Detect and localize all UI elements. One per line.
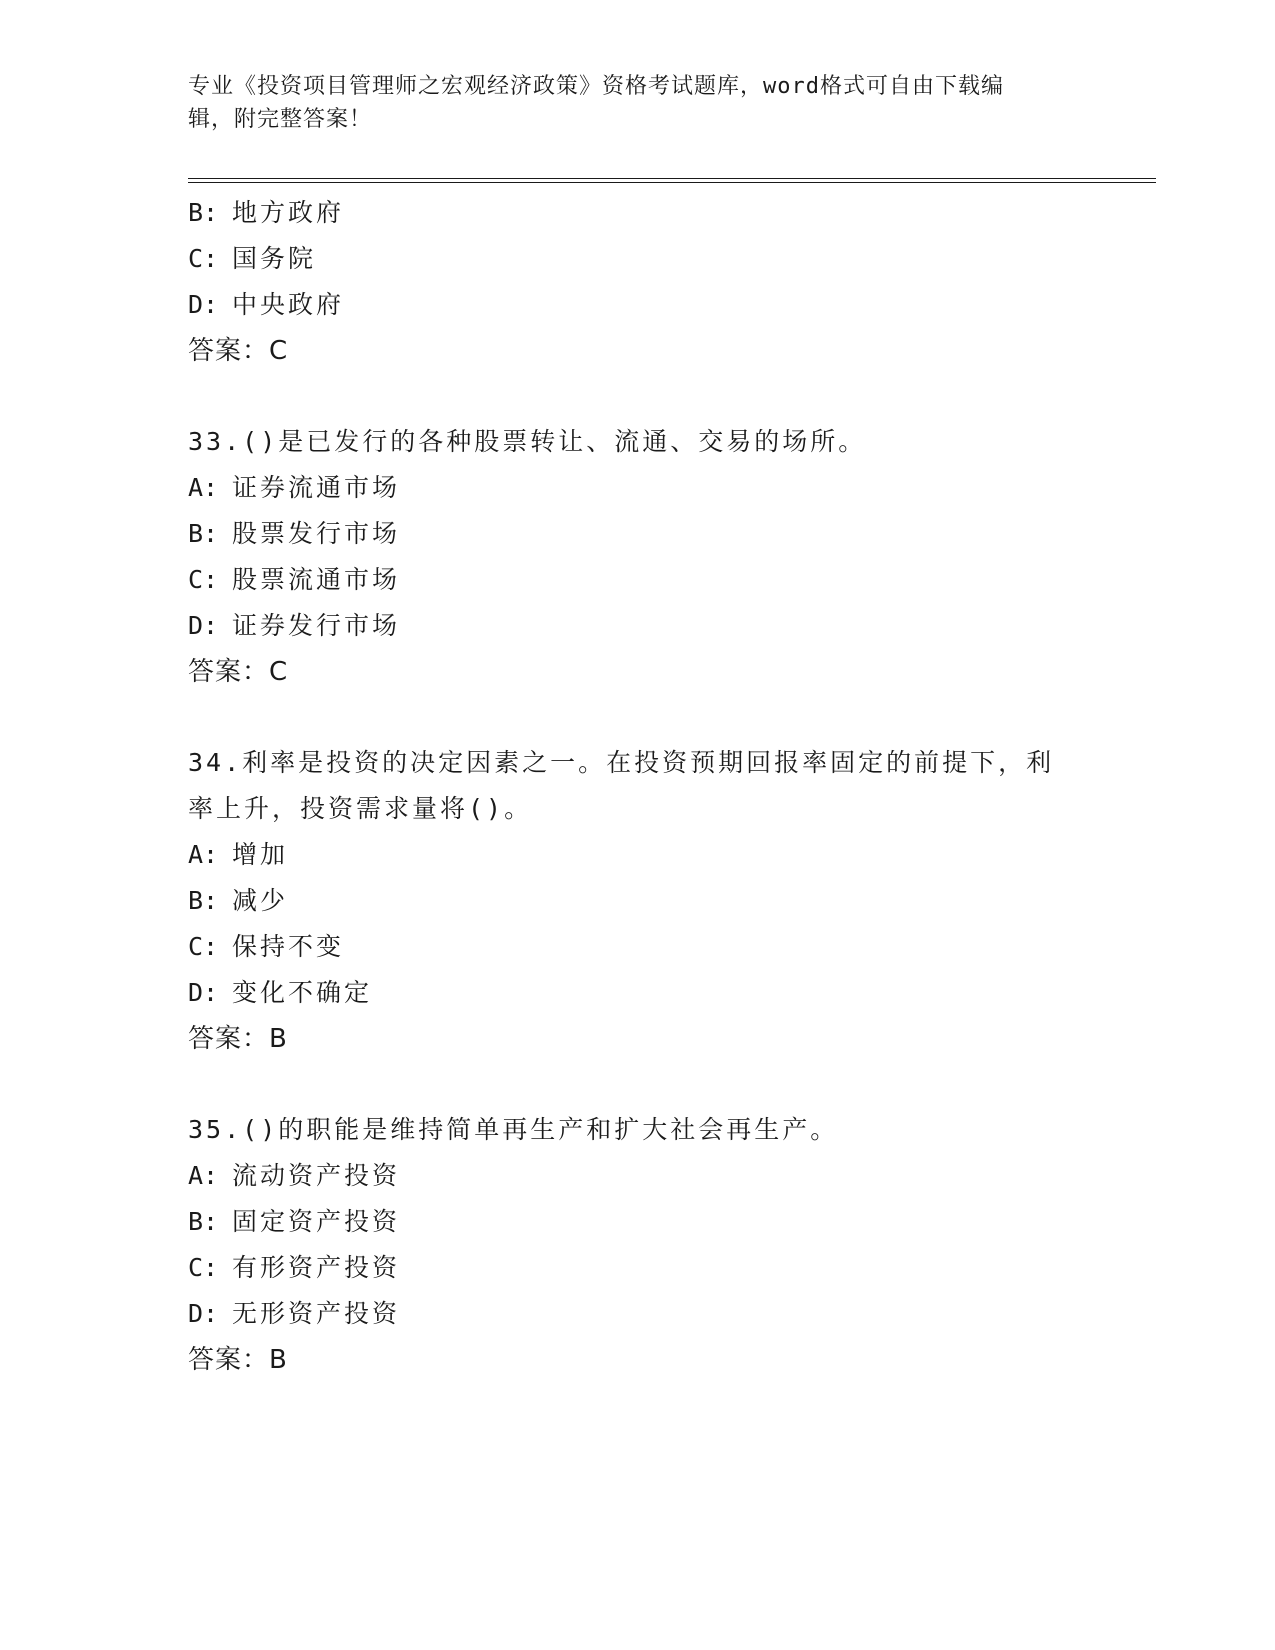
answer-line: 答案：B [188, 1345, 288, 1375]
answer-line: 答案：C [188, 657, 289, 687]
option-text: 无形资产投资 [232, 1299, 401, 1328]
spacer [188, 695, 1088, 740]
question-stem-line-2: 率上升，投资需求量将()。 [188, 794, 533, 823]
option-text: 保持不变 [232, 932, 345, 961]
option-text: 固定资产投资 [232, 1207, 401, 1236]
option-c [188, 236, 1088, 282]
option-b [188, 878, 1088, 924]
option-d [188, 970, 1088, 1016]
option-text: 股票发行市场 [232, 519, 401, 548]
question-32 [188, 190, 1088, 374]
option-b [188, 190, 1088, 236]
option-text: 减少 [232, 886, 289, 915]
question-35 [188, 1107, 1088, 1383]
option-key: D: [188, 1299, 219, 1328]
option-text: 国务院 [232, 244, 317, 273]
option-c [188, 557, 1088, 603]
option-a [188, 832, 1088, 878]
spacer [188, 1062, 1088, 1107]
option-key: B: [188, 198, 219, 227]
spacer [188, 374, 1088, 419]
option-key: D: [188, 611, 219, 640]
header-line-1: 专业《投资项目管理师之宏观经济政策》资格考试题库，word格式可自由下载编 [188, 74, 1004, 99]
option-text: 变化不确定 [232, 978, 373, 1007]
option-key: A: [188, 840, 219, 869]
question-stem: 35.()的职能是维持简单再生产和扩大社会再生产。 [188, 1115, 839, 1144]
question-content [188, 190, 1088, 1383]
option-text: 股票流通市场 [232, 565, 401, 594]
option-d [188, 603, 1088, 649]
option-key: C: [188, 1253, 219, 1282]
option-d [188, 282, 1088, 328]
option-text: 流动资产投资 [232, 1161, 401, 1190]
option-text: 有形资产投资 [232, 1253, 401, 1282]
answer-line: 答案：C [188, 336, 289, 366]
option-key: B: [188, 519, 219, 548]
option-key: A: [188, 1161, 219, 1190]
option-key: C: [188, 565, 219, 594]
option-b [188, 511, 1088, 557]
option-key: C: [188, 244, 219, 273]
option-text: 证券发行市场 [232, 611, 401, 640]
option-a [188, 465, 1088, 511]
option-key: D: [188, 290, 219, 319]
option-key: B: [188, 886, 219, 915]
question-34 [188, 740, 1088, 1062]
option-b [188, 1199, 1088, 1245]
answer-line: 答案：B [188, 1024, 288, 1054]
option-d [188, 1291, 1088, 1337]
option-a [188, 1153, 1088, 1199]
document-header [188, 70, 1088, 136]
option-key: D: [188, 978, 219, 1007]
option-text: 增加 [232, 840, 289, 869]
option-key: B: [188, 1207, 219, 1236]
option-key: A: [188, 473, 219, 502]
option-c [188, 1245, 1088, 1291]
question-33 [188, 419, 1088, 695]
option-key: C: [188, 932, 219, 961]
option-text: 中央政府 [232, 290, 345, 319]
option-text: 地方政府 [232, 198, 345, 227]
option-text: 证券流通市场 [232, 473, 401, 502]
option-c [188, 924, 1088, 970]
question-stem-line-1: 34.利率是投资的决定因素之一。在投资预期回报率固定的前提下，利 [188, 748, 1055, 777]
header-line-2: 辑，附完整答案！ [188, 107, 373, 132]
question-stem: 33.()是已发行的各种股票转让、流通、交易的场所。 [188, 427, 867, 456]
header-double-rule [188, 178, 1156, 183]
